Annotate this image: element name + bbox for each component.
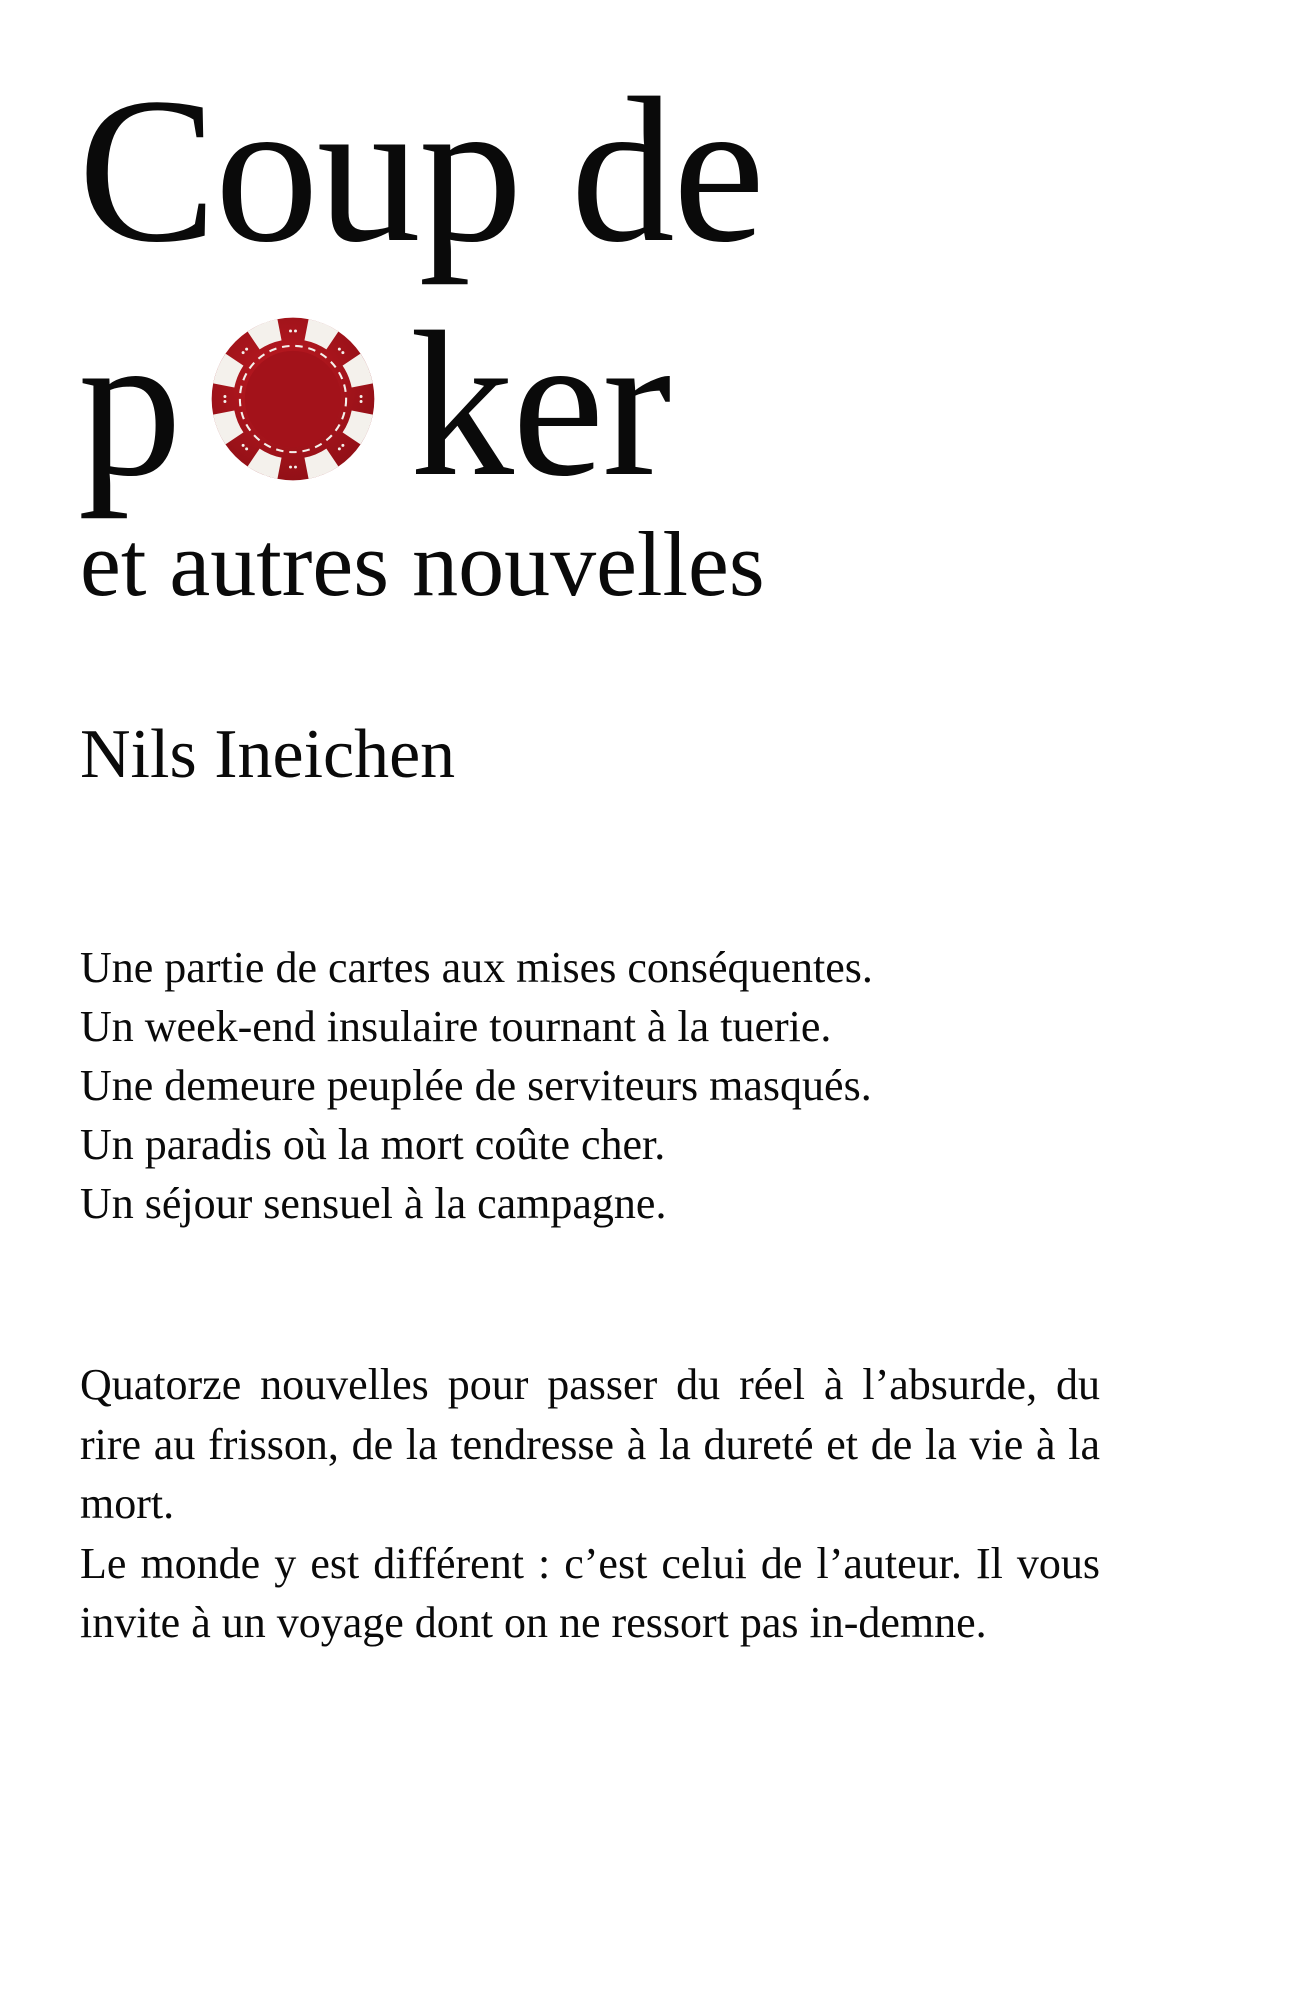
chip-dot [223, 400, 226, 403]
chip-dot [341, 444, 344, 447]
blurb-paragraph: Quatorze nouvelles pour passer du réel à l’absurde, du rire au frisson, de la tendresse à la dureté et de la vie à la mort. [80, 1360, 1100, 1528]
title-line-2-end: ker [410, 289, 670, 519]
title-line-1: Coup de [78, 55, 764, 285]
chip-dot [338, 447, 341, 450]
chip-dot [338, 348, 341, 351]
blurb [80, 1355, 1100, 1653]
chip-dot [242, 351, 245, 354]
chip-center [245, 351, 341, 447]
author-name: Nils Ineichen [80, 716, 456, 793]
chip-dot [245, 348, 248, 351]
teaser-line: Une demeure peuplée de serviteurs masqués. [80, 1061, 872, 1110]
chip-dot [341, 351, 344, 354]
subtitle: et autres nouvelles [80, 513, 765, 615]
title-line-2-start: p [78, 289, 180, 519]
chip-dot [223, 395, 226, 398]
teaser-list [80, 938, 873, 1233]
chip-dot [360, 400, 363, 403]
chip-dot [289, 329, 292, 332]
teaser-line: Un paradis où la mort coûte cher. [80, 1120, 666, 1169]
chip-dot [294, 466, 297, 469]
title-line-2 [78, 289, 670, 519]
chip-dot [242, 444, 245, 447]
poker-chip-icon [210, 316, 376, 482]
chip-dot [360, 395, 363, 398]
teaser-line: Un week-end insulaire tournant à la tuerie. [80, 1002, 832, 1051]
teaser-line: Un séjour sensuel à la campagne. [80, 1179, 667, 1228]
teaser-line: Une partie de cartes aux mises conséquentes. [80, 943, 873, 992]
poker-chip-graphic [210, 316, 376, 482]
chip-dot [289, 466, 292, 469]
chip-dot [294, 329, 297, 332]
blurb-paragraph: Le monde y est différent : c’est celui de l’auteur. Il vous invite à un voyage dont on ne ressort pas in-demne. [80, 1538, 1100, 1647]
chip-dot [245, 447, 248, 450]
